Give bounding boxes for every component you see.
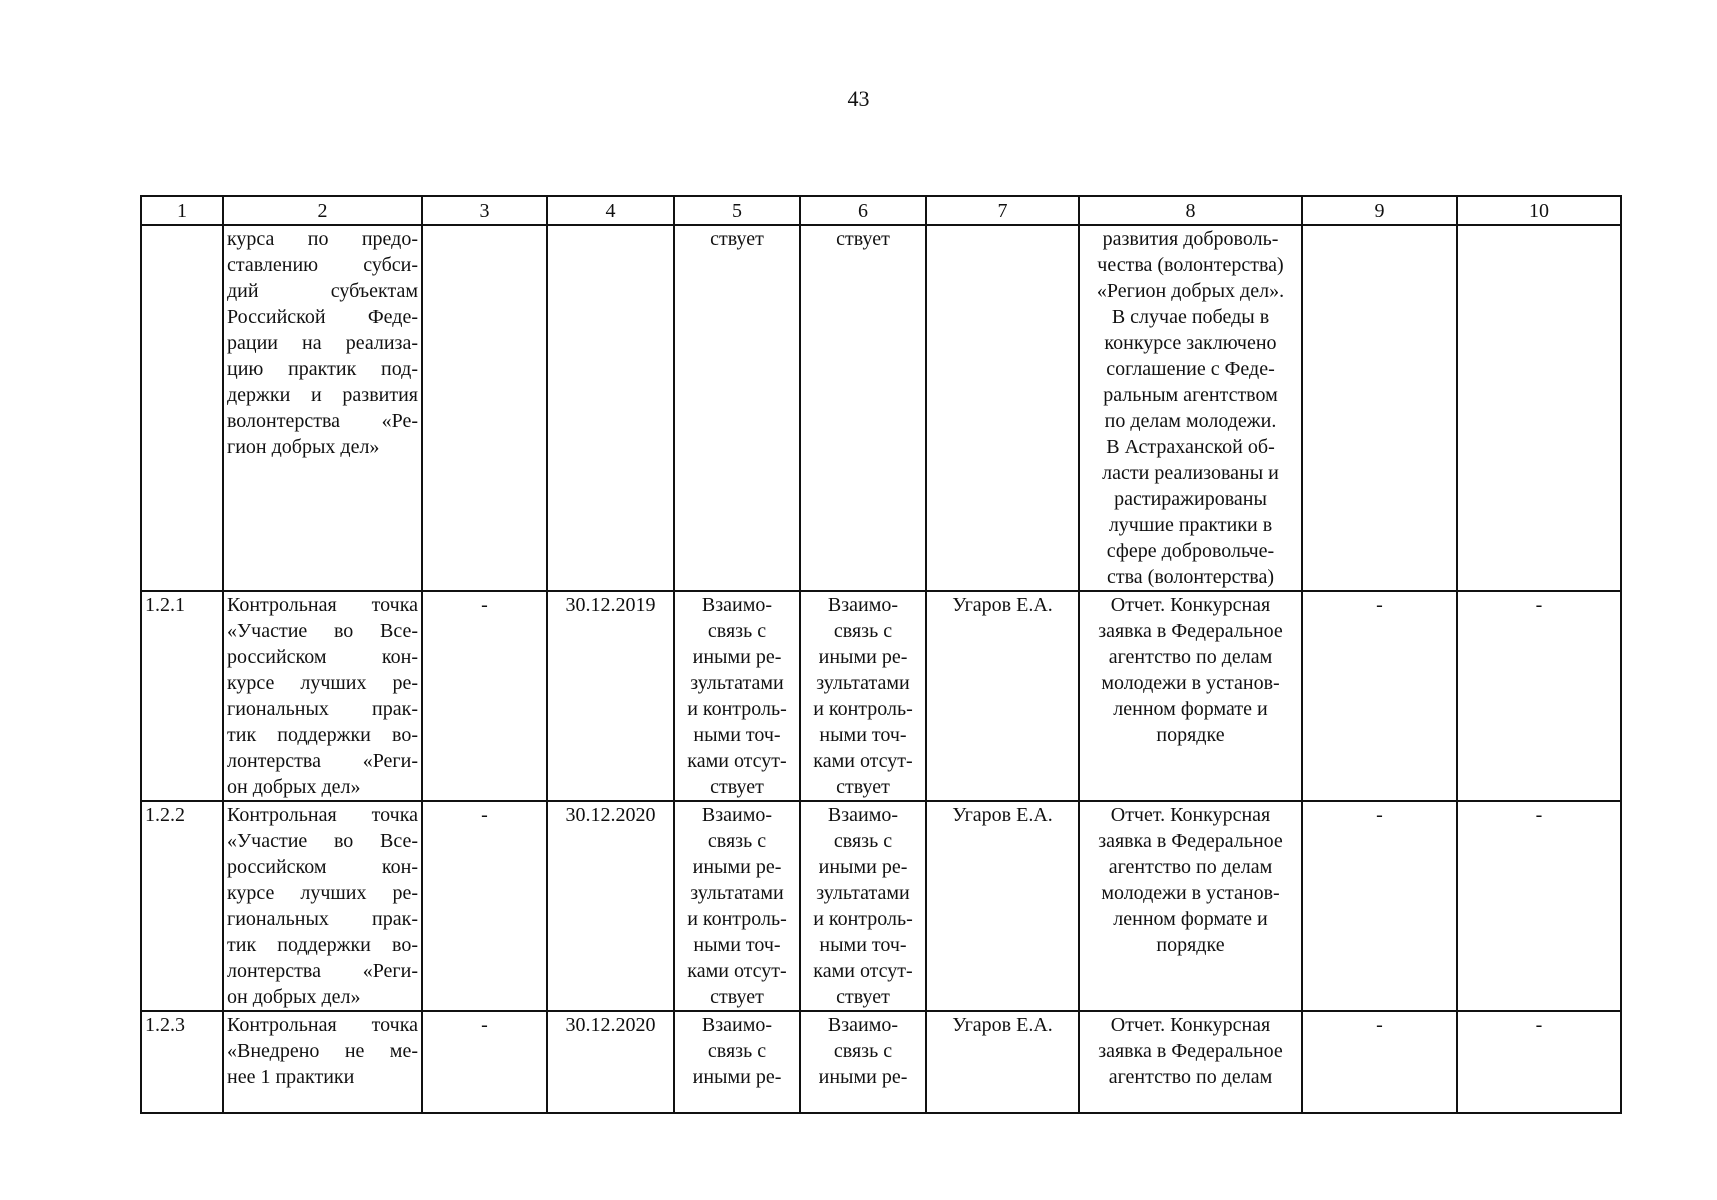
cell-line: иными ре-: [818, 1066, 908, 1088]
cell-line: иными ре-: [692, 856, 782, 878]
table-cell-10: -: [1457, 1011, 1621, 1113]
table-cell-7: Угаров Е.А.: [926, 1011, 1079, 1113]
cell-line: агентство по делам: [1108, 1066, 1273, 1088]
cell-line: курсе лучших ре-: [227, 882, 418, 904]
col-header: 5: [674, 196, 800, 225]
col-header: 4: [547, 196, 674, 225]
cell-line: ствует: [836, 228, 890, 250]
table-cell-2: [223, 1011, 422, 1113]
table-cell-7: Угаров Е.А.: [926, 591, 1079, 801]
cell-line: соглашение с Феде-: [1106, 358, 1275, 380]
cell-line: нее 1 практики: [227, 1066, 355, 1088]
table-cell-7: [926, 225, 1079, 591]
col-header: 1: [141, 196, 223, 225]
cell-line: держки и развития: [227, 384, 418, 406]
table-cell-9: -: [1302, 801, 1457, 1011]
cell-line: российском кон-: [227, 856, 418, 878]
cell-line: лонтерства «Реги-: [227, 960, 418, 982]
cell-line: Взаимо-: [827, 594, 899, 616]
col-header: 2: [223, 196, 422, 225]
cell-line: ствует: [710, 776, 764, 798]
cell-line: связь с: [707, 1040, 767, 1062]
cell-line: связь с: [833, 830, 893, 852]
table-row: [141, 801, 1621, 1011]
cell-line: ками отсут-: [813, 960, 913, 982]
cell-line: порядке: [1156, 934, 1225, 956]
cell-line: конкурсе заключено: [1104, 332, 1277, 354]
col-header: 3: [422, 196, 547, 225]
cell-line: агентство по делам: [1108, 856, 1273, 878]
table-cell-1: 1.2.3: [141, 1011, 223, 1113]
cell-line: и контроль-: [813, 698, 913, 720]
cell-line: курсе лучших ре-: [227, 672, 418, 694]
cell-line: и контроль-: [813, 908, 913, 930]
table-row: [141, 591, 1621, 801]
table-cell-1: [141, 225, 223, 591]
table-cell-5: [674, 591, 800, 801]
cell-line: растиражированы: [1114, 488, 1267, 510]
cell-line: гиональных прак-: [227, 908, 418, 930]
cell-line: он добрых дел»: [227, 986, 361, 1008]
cell-line: лучшие практики в: [1108, 514, 1273, 536]
table-cell-1: 1.2.1: [141, 591, 223, 801]
table-cell-4: [547, 225, 674, 591]
cell-line: ствует: [710, 228, 764, 250]
col-header: 7: [926, 196, 1079, 225]
table-cell-9: -: [1302, 1011, 1457, 1113]
cell-line: Российской Феде-: [227, 306, 418, 328]
cell-line: «Участие во Все-: [227, 620, 418, 642]
cell-line: он добрых дел»: [227, 776, 361, 798]
cell-line: тик поддержки во-: [227, 724, 418, 746]
cell-line: ными точ-: [693, 934, 781, 956]
cell-line: В случае победы в: [1111, 306, 1270, 328]
cell-line: Контрольная точка: [227, 1014, 418, 1036]
col-header: 10: [1457, 196, 1621, 225]
table-cell-3: -: [422, 1011, 547, 1113]
cell-line: чества (волонтерства): [1097, 254, 1284, 276]
table-cell-3: [422, 225, 547, 591]
cell-line: агентство по делам: [1108, 646, 1273, 668]
cell-line: Взаимо-: [701, 594, 773, 616]
table-cell-6: [800, 225, 926, 591]
cell-line: иными ре-: [692, 1066, 782, 1088]
cell-line: связь с: [707, 830, 767, 852]
table-cell-4: 30.12.2020: [547, 1011, 674, 1113]
cell-line: иными ре-: [818, 856, 908, 878]
cell-line: заявка в Федеральное: [1098, 620, 1283, 642]
cell-line: ленном формате и: [1113, 698, 1268, 720]
table-cell-3: -: [422, 591, 547, 801]
table-cell-6: [800, 801, 926, 1011]
table-cell-3: -: [422, 801, 547, 1011]
cell-line: порядке: [1156, 724, 1225, 746]
cell-line: Взаимо-: [827, 1014, 899, 1036]
cell-line: ства (волонтерства): [1106, 566, 1274, 588]
table-cell-2: [223, 591, 422, 801]
cell-line: цию практик под-: [227, 358, 418, 380]
cell-line: ными точ-: [693, 724, 781, 746]
cell-line: и контроль-: [687, 908, 787, 930]
table-cell-4: 30.12.2020: [547, 801, 674, 1011]
header-row: [141, 196, 1621, 225]
cell-line: Отчет. Конкурсная: [1110, 804, 1271, 826]
table-cell-8: [1079, 591, 1302, 801]
table-cell-8: [1079, 801, 1302, 1011]
cell-line: зультатами: [690, 882, 784, 904]
table-cell-5: [674, 1011, 800, 1113]
table-cell-8: [1079, 225, 1302, 591]
cell-line: ными точ-: [819, 724, 907, 746]
cell-line: ками отсут-: [813, 750, 913, 772]
cell-line: ласти реализованы и: [1102, 462, 1279, 484]
cell-line: В Астраханской об-: [1106, 436, 1275, 458]
cell-line: гион добрых дел»: [227, 436, 380, 458]
table-cell-5: [674, 225, 800, 591]
cell-line: иными ре-: [818, 646, 908, 668]
cell-line: ленном формате и: [1113, 908, 1268, 930]
cell-line: Контрольная точка: [227, 594, 418, 616]
cell-line: ствует: [836, 776, 890, 798]
cell-line: зультатами: [690, 672, 784, 694]
table-cell-6: [800, 591, 926, 801]
cell-line: Отчет. Конкурсная: [1110, 594, 1271, 616]
cell-line: ствует: [710, 986, 764, 1008]
table-cell-4: 30.12.2019: [547, 591, 674, 801]
table-row: [141, 1011, 1621, 1113]
cell-line: рации на реализа-: [227, 332, 418, 354]
cell-line: лонтерства «Реги-: [227, 750, 418, 772]
cell-line: молодежи в установ-: [1101, 882, 1280, 904]
col-header: 8: [1079, 196, 1302, 225]
cell-line: тик поддержки во-: [227, 934, 418, 956]
table-cell-10: -: [1457, 801, 1621, 1011]
cell-line: ками отсут-: [687, 960, 787, 982]
cell-line: по делам молодежи.: [1104, 410, 1277, 432]
cell-line: ставлению субси-: [227, 254, 418, 276]
table-cell-7: Угаров Е.А.: [926, 801, 1079, 1011]
cell-line: Отчет. Конкурсная: [1110, 1014, 1271, 1036]
table-cell-9: [1302, 225, 1457, 591]
cell-line: российском кон-: [227, 646, 418, 668]
table-cell-2: [223, 225, 422, 591]
plan-table: [140, 195, 1622, 1114]
cell-line: связь с: [833, 620, 893, 642]
cell-line: курса по предо-: [227, 228, 418, 250]
cell-line: заявка в Федеральное: [1098, 830, 1283, 852]
cell-line: заявка в Федеральное: [1098, 1040, 1283, 1062]
cell-line: Контрольная точка: [227, 804, 418, 826]
cell-line: ствует: [836, 986, 890, 1008]
cell-line: «Регион добрых дел».: [1096, 280, 1285, 302]
cell-line: Взаимо-: [827, 804, 899, 826]
cell-line: гиональных прак-: [227, 698, 418, 720]
table-cell-2: [223, 801, 422, 1011]
col-header: 9: [1302, 196, 1457, 225]
cell-line: Взаимо-: [701, 804, 773, 826]
cell-line: иными ре-: [692, 646, 782, 668]
cell-line: ками отсут-: [687, 750, 787, 772]
table-cell-9: -: [1302, 591, 1457, 801]
cell-line: ными точ-: [819, 934, 907, 956]
page-number: 43: [847, 86, 870, 111]
cell-line: зультатами: [816, 672, 910, 694]
col-header: 6: [800, 196, 926, 225]
cell-line: зультатами: [816, 882, 910, 904]
table-cell-6: [800, 1011, 926, 1113]
cell-line: связь с: [707, 620, 767, 642]
cell-line: дий субъектам: [227, 280, 418, 302]
table-cell-10: [1457, 225, 1621, 591]
table-cell-10: -: [1457, 591, 1621, 801]
cell-line: ральным агентством: [1103, 384, 1278, 406]
table-row: [141, 225, 1621, 591]
cell-line: сфере добровольче-: [1106, 540, 1275, 562]
cell-line: и контроль-: [687, 698, 787, 720]
cell-line: «Участие во Все-: [227, 830, 418, 852]
cell-line: связь с: [833, 1040, 893, 1062]
cell-line: волонтерства «Ре-: [227, 410, 418, 432]
cell-line: Взаимо-: [701, 1014, 773, 1036]
cell-line: молодежи в установ-: [1101, 672, 1280, 694]
cell-line: «Внедрено не ме-: [227, 1040, 418, 1062]
cell-line: развития доброволь-: [1102, 228, 1279, 250]
table-cell-5: [674, 801, 800, 1011]
table-cell-1: 1.2.2: [141, 801, 223, 1011]
table-cell-8: [1079, 1011, 1302, 1113]
